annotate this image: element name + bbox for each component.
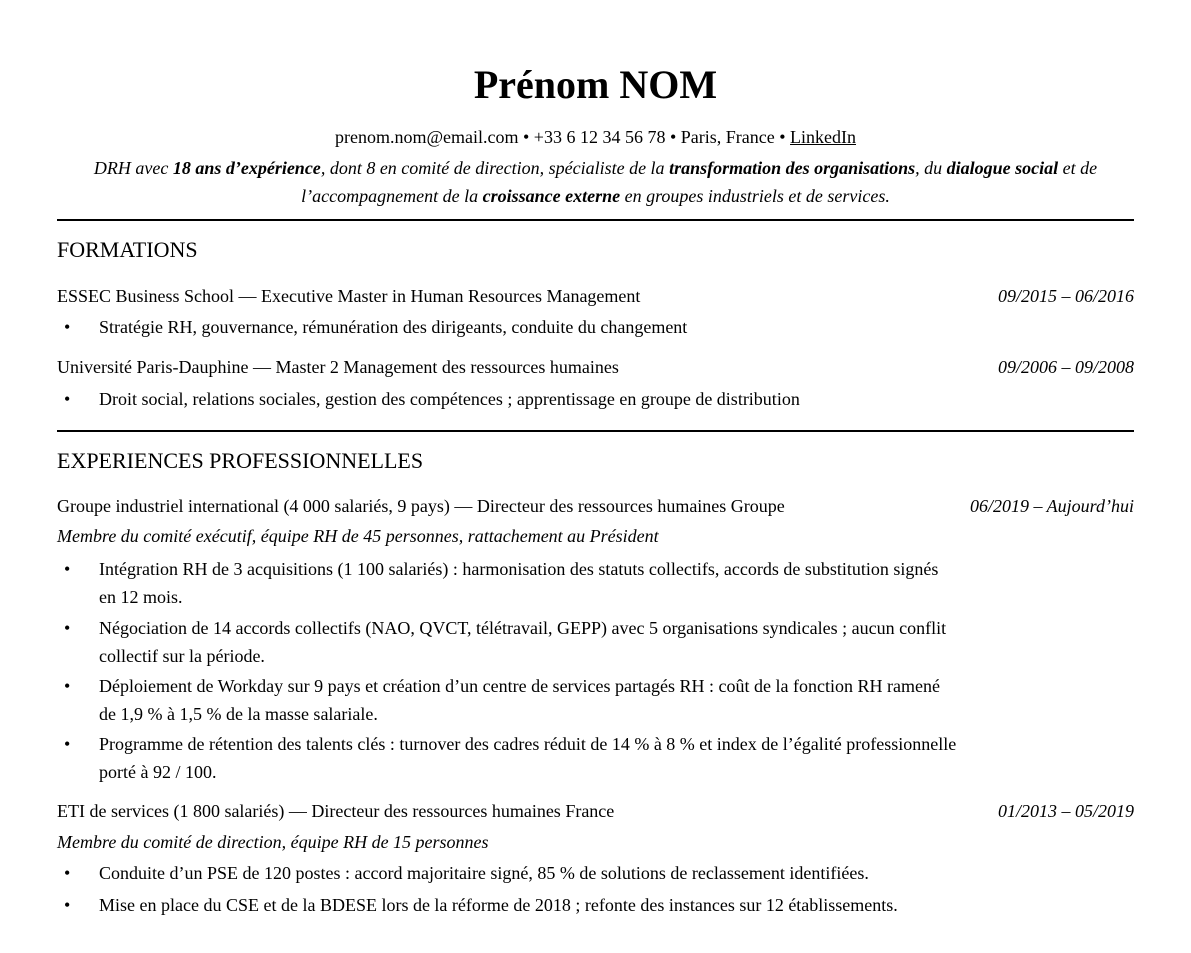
summary-text: DRH avec bbox=[93, 158, 173, 178]
bullet-icon: • bbox=[64, 895, 71, 915]
experience-title: ETI de services (1 800 salariés) — Directeur des ressources humaines France bbox=[57, 801, 615, 821]
section-divider bbox=[57, 430, 1134, 432]
education-section-title: FORMATIONS bbox=[57, 237, 198, 262]
linkedin-link[interactable]: LinkedIn bbox=[790, 127, 857, 147]
bullet-icon: • bbox=[64, 618, 71, 638]
bullet-icon: • bbox=[64, 676, 71, 696]
list-item-text: Conduite d’un PSE de 120 postes : accord majoritaire signé, 85 % de solutions de reclassement identifiées. bbox=[99, 863, 869, 883]
summary-highlight: dialogue social bbox=[946, 158, 1059, 178]
bullet-icon: • bbox=[64, 317, 71, 337]
experience-title: Groupe industriel international (4 000 salariés, 9 pays) — Directeur des ressources humaines Groupe bbox=[57, 496, 785, 516]
list-item-text: Droit social, relations sociales, gestion des compétences ; apprentissage en groupe de distribution bbox=[99, 389, 800, 409]
experience-dates: 01/2013 – 05/2019 bbox=[997, 801, 1134, 821]
education-dates: 09/2006 – 09/2008 bbox=[997, 357, 1134, 377]
education-entry bbox=[57, 355, 1134, 379]
contact-line bbox=[0, 125, 1191, 149]
experience-subtitle: Membre du comité exécutif, équipe RH de 45 personnes, rattachement au Président bbox=[57, 526, 659, 546]
section-divider bbox=[57, 219, 1134, 221]
candidate-name: Prénom NOM bbox=[473, 62, 718, 107]
bullet-icon: • bbox=[64, 389, 71, 409]
bullet-icon: • bbox=[64, 559, 71, 579]
experience-entry bbox=[57, 494, 1134, 518]
summary-text: en groupes industriels et de services. bbox=[620, 186, 890, 206]
list-item-text: Programme de rétention des talents clés : turnover des cadres réduit de 14 % à 8 % et index de l’égalité professionnelle porté à 92 / 100. bbox=[99, 734, 957, 782]
experience-subtitle: Membre du comité de direction, équipe RH de 15 personnes bbox=[57, 832, 489, 852]
list-item-text: Intégration RH de 3 acquisitions (1 100 salariés) : harmonisation des statuts collectifs, accords de substitution signés en 12 mois. bbox=[99, 559, 939, 607]
profile-summary bbox=[40, 154, 1151, 210]
contact-details: prenom.nom@email.com • +33 6 12 34 56 78 • Paris, France • bbox=[334, 127, 791, 147]
education-entry bbox=[57, 284, 1134, 308]
summary-text: , du bbox=[915, 158, 947, 178]
education-title: ESSEC Business School — Executive Master in Human Resources Management bbox=[57, 286, 641, 306]
summary-text: et de l’accompagnement de la bbox=[301, 158, 1098, 206]
experience-entry bbox=[57, 799, 1134, 823]
list-item-text: Déploiement de Workday sur 9 pays et création d’un centre de services partagés RH : coût de la fonction RH ramené de 1,9 % à 1,5 % de la masse salariale. bbox=[99, 676, 940, 724]
list-item-text: Mise en place du CSE et de la BDESE lors de la réforme de 2018 ; refonte des instances sur 12 établissements. bbox=[99, 895, 898, 915]
summary-highlight: 18 ans d’expérience bbox=[172, 158, 321, 178]
list-item-text: Négociation de 14 accords collectifs (NAO, QVCT, télétravail, GEPP) avec 5 organisations syndicales ; aucun conflit collectif sur la période. bbox=[99, 618, 947, 666]
list-item-text: Stratégie RH, gouvernance, rémunération des dirigeants, conduite du changement bbox=[99, 317, 688, 337]
experience-section-title: EXPERIENCES PROFESSIONNELLES bbox=[57, 448, 424, 473]
bullet-icon: • bbox=[64, 863, 71, 883]
experience-dates: 06/2019 – Aujourd’hui bbox=[969, 496, 1134, 516]
summary-highlight: croissance externe bbox=[482, 186, 621, 206]
summary-highlight: transformation des organisations bbox=[669, 158, 916, 178]
summary-text: , dont 8 en comité de direction, spécialiste de la bbox=[320, 158, 670, 178]
bullet-icon: • bbox=[64, 734, 71, 754]
education-title: Université Paris-Dauphine — Master 2 Management des ressources humaines bbox=[57, 357, 619, 377]
education-dates: 09/2015 – 06/2016 bbox=[997, 286, 1134, 306]
